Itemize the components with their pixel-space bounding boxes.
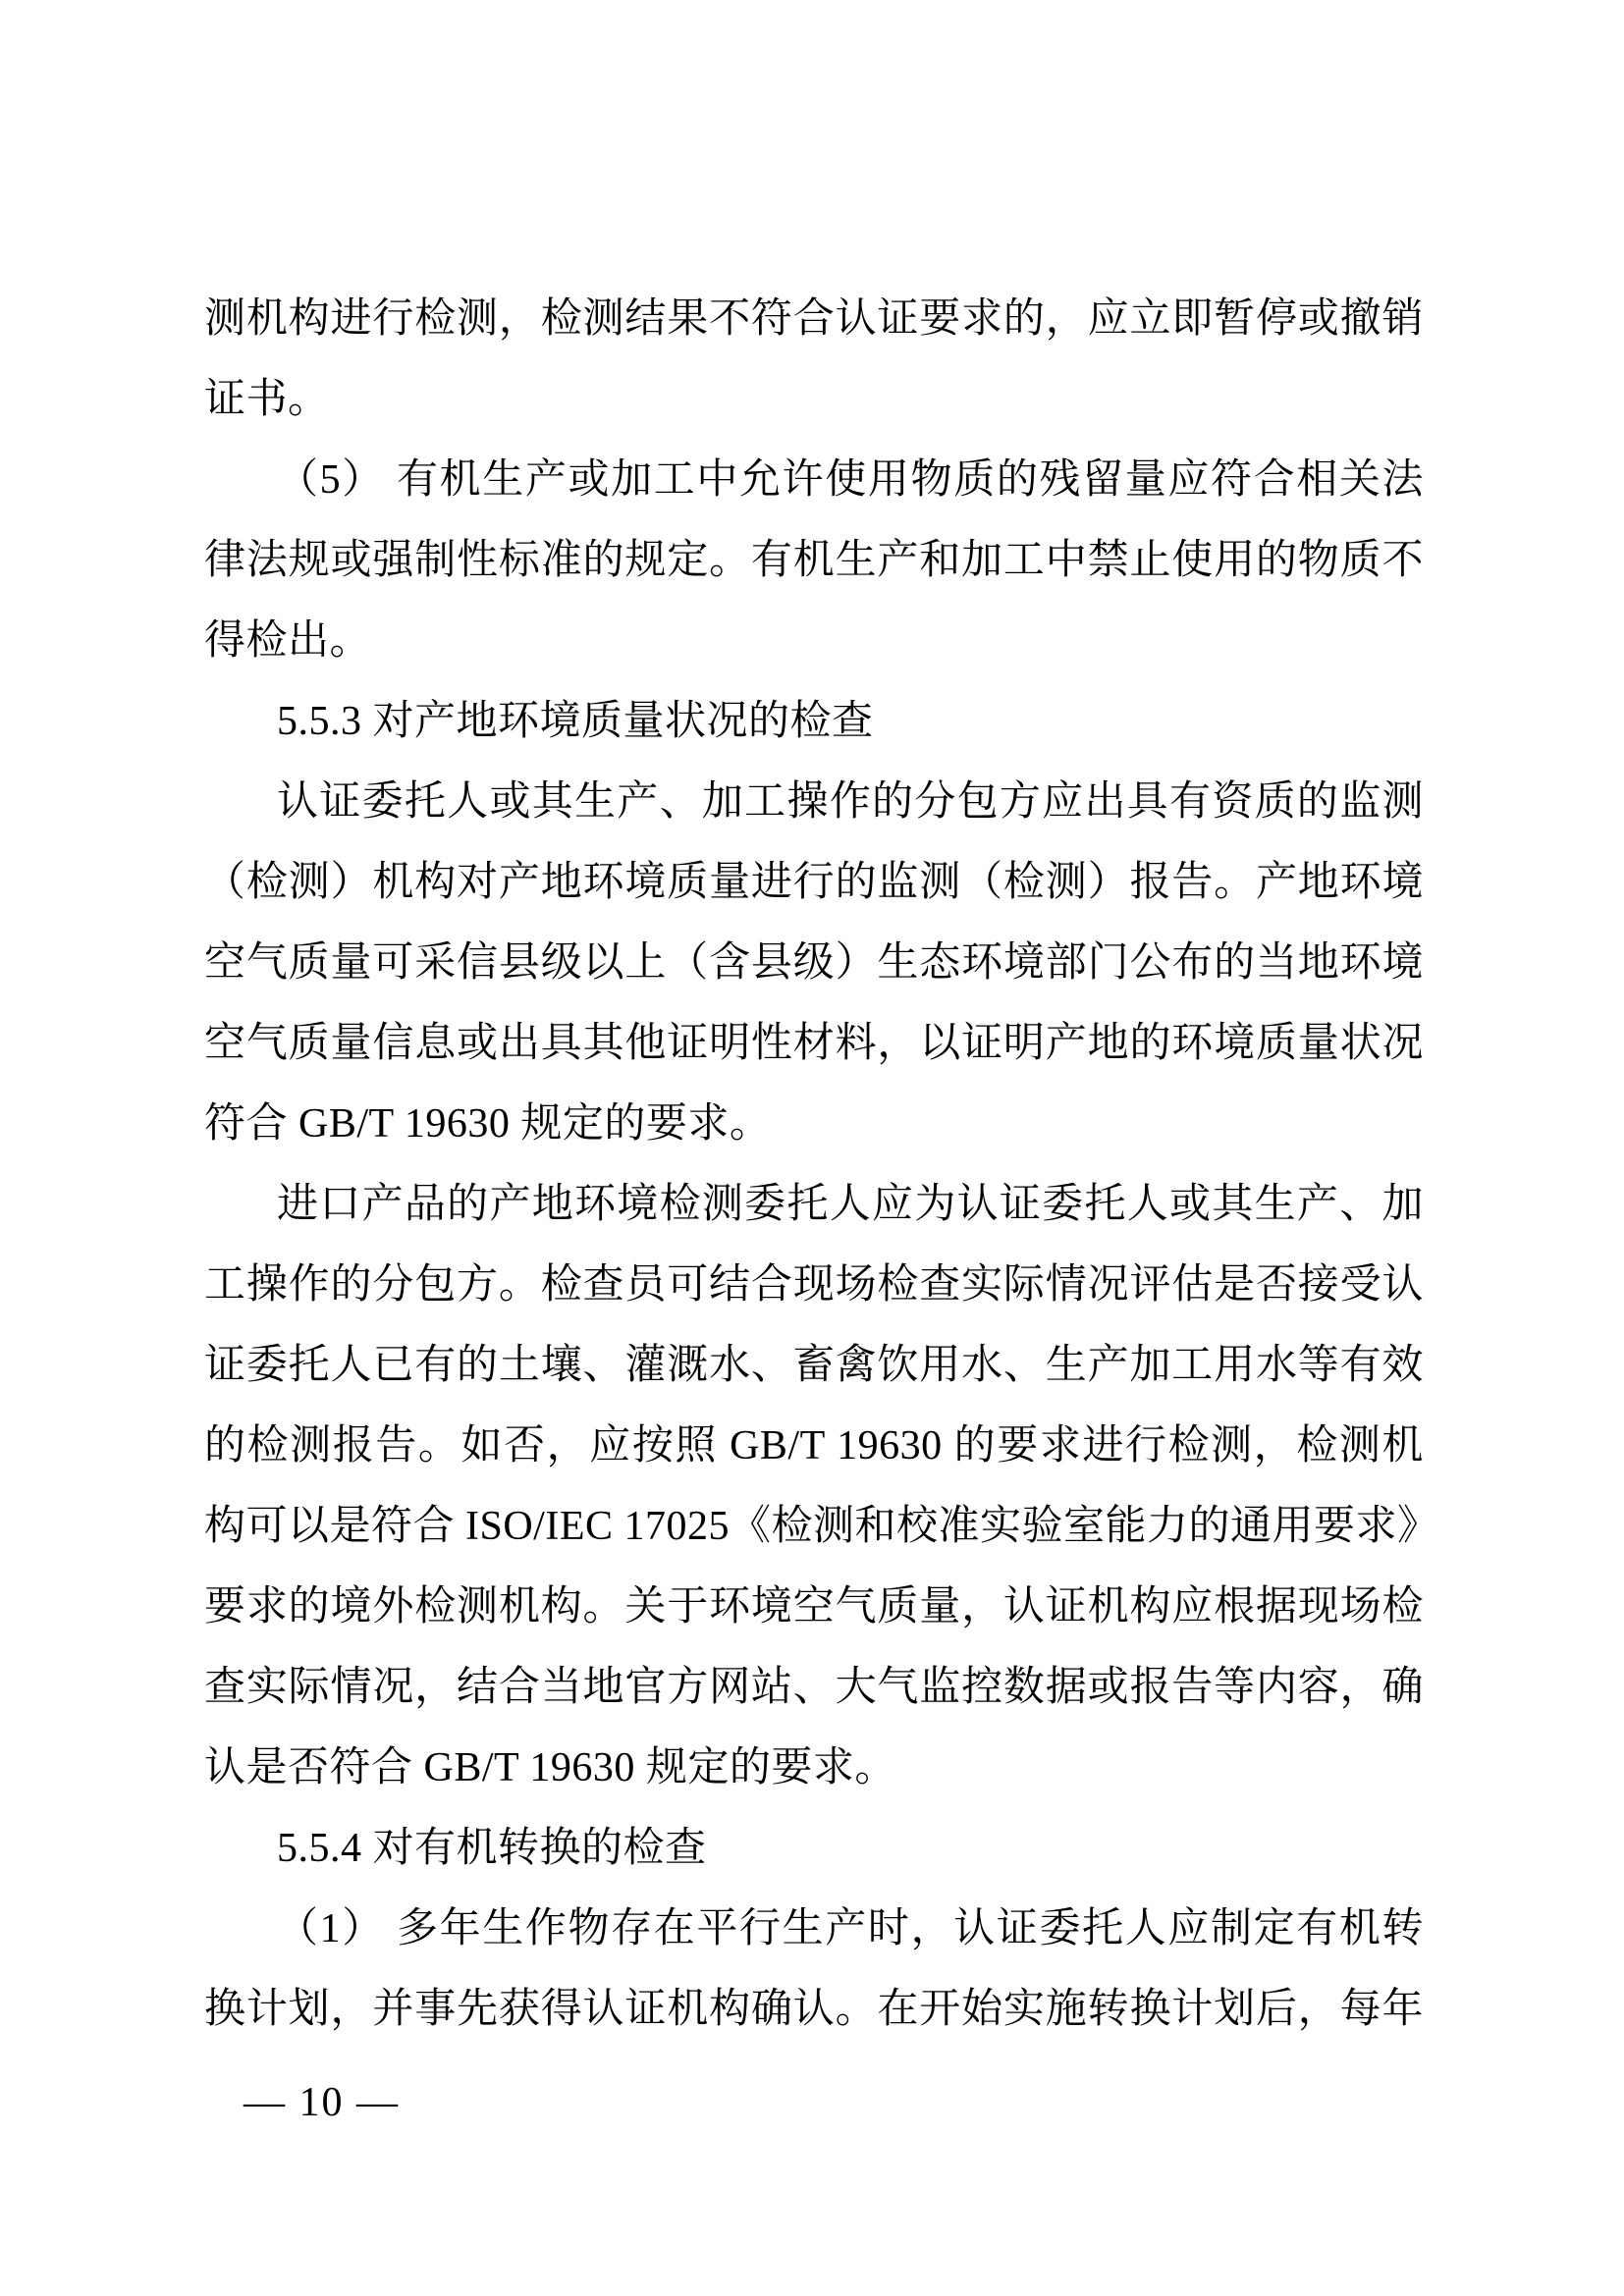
paragraph-line: 证书。 [204, 377, 330, 422]
paragraph-line: 得检出。 [204, 618, 372, 664]
paragraph-line: 证委托人已有的土壤、灌溉水、畜禽饮用水、生产加工用水等有效 [204, 1343, 1424, 1388]
paragraph-line: 进口产品的产地环境检测委托人应为认证委托人或其生产、加 [277, 1182, 1424, 1227]
page-number: — 10 — [244, 2080, 400, 2125]
paragraph-line-item-1: （1） 多年生作物存在平行生产时，认证委托人应制定有机转 [277, 1906, 1424, 1951]
page-body [204, 279, 1439, 2050]
paragraph-line: 工操作的分包方。检查员可结合现场检查实际情况评估是否接受认 [204, 1262, 1424, 1308]
paragraph-line: 符合 GB/T 19630 规定的要求。 [204, 1101, 772, 1147]
section-heading-5-5-3: 5.5.3 对产地环境质量状况的检查 [277, 699, 874, 744]
paragraph-line: 换计划，并事先获得认证机构确认。在开始实施转换计划后，每年 [204, 1987, 1424, 2032]
paragraph-line: 空气质量可采信县级以上（含县级）生态环境部门公布的当地环境 [204, 940, 1424, 986]
paragraph-line: 空气质量信息或出具其他证明性材料，以证明产地的环境质量状况 [204, 1021, 1424, 1066]
paragraph-line: 要求的境外检测机构。关于环境空气质量，认证机构应根据现场检 [204, 1584, 1424, 1629]
paragraph-line: 认证委托人或其生产、加工操作的分包方应出具有资质的监测 [277, 779, 1424, 825]
paragraph-line: 认是否符合 GB/T 19630 规定的要求。 [204, 1745, 896, 1790]
paragraph-line: （检测）机构对产地环境质量进行的监测（检测）报告。产地环境 [204, 860, 1424, 905]
paragraph-line: 的检测报告。如否，应按照 GB/T 19630 的要求进行检测，检测机 [204, 1423, 1424, 1468]
paragraph-line: 查实际情况，结合当地官方网站、大气监控数据或报告等内容，确 [204, 1665, 1424, 1710]
paragraph-line: 构可以是符合 ISO/IEC 17025《检测和校准实验室能力的通用要求》 [204, 1504, 1439, 1549]
paragraph-line: 测机构进行检测，检测结果不符合认证要求的，应立即暂停或撤销 [204, 296, 1424, 342]
paragraph-line: 律法规或强制性标准的规定。有机生产和加工中禁止使用的物质不 [204, 538, 1424, 583]
section-heading-5-5-4: 5.5.4 对有机转换的检查 [277, 1826, 707, 1871]
page-footer [244, 2073, 400, 2132]
paragraph-line-item-5: （5） 有机生产或加工中允许使用物质的残留量应符合相关法 [277, 457, 1424, 503]
